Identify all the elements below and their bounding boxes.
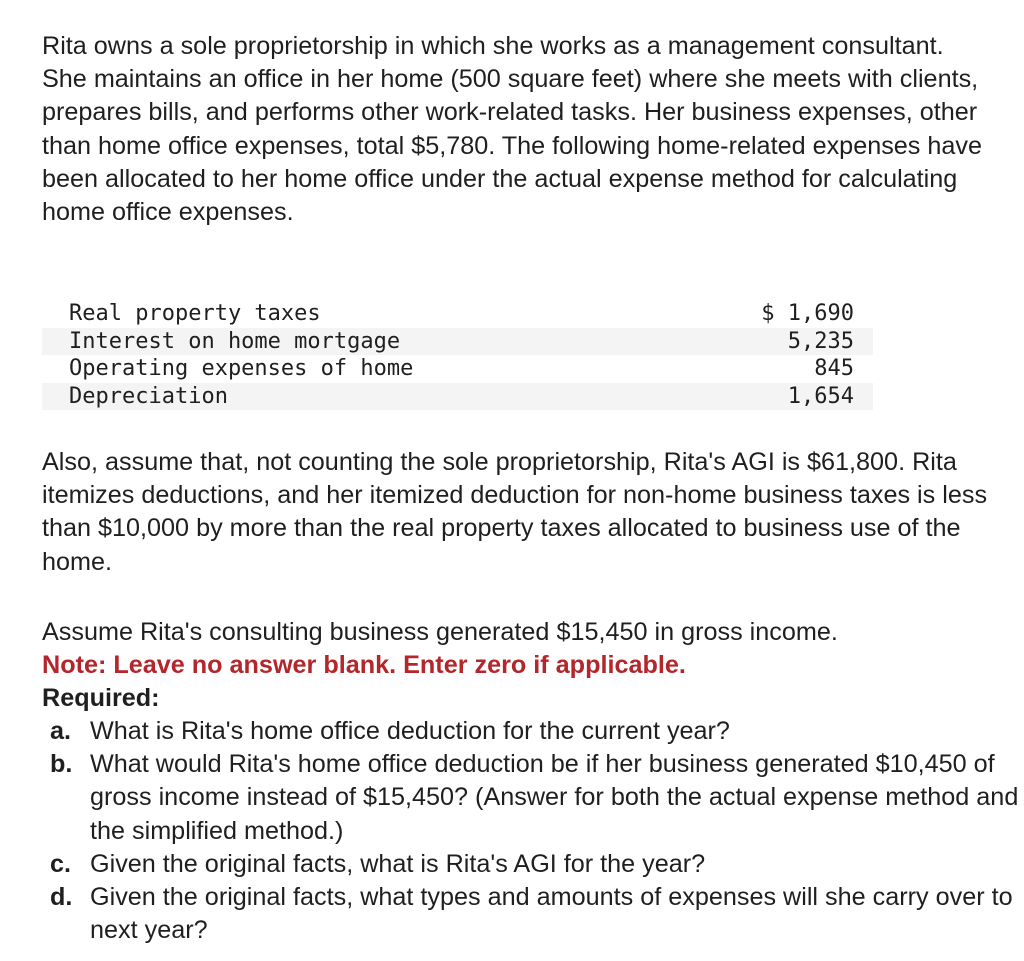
expense-amount: $ 1,690 (761, 301, 854, 326)
expense-amount: 845 (814, 356, 854, 381)
question-item (50, 748, 1024, 848)
expense-amount: 1,654 (681, 383, 873, 411)
expense-label: Real property taxes (69, 301, 321, 326)
question-item (50, 881, 1024, 947)
question-letter: d. (50, 883, 73, 912)
expense-label: Depreciation (42, 383, 681, 411)
question-list (50, 715, 1024, 947)
expense-table (42, 300, 873, 410)
expense-label: Interest on home mortgage (42, 328, 681, 356)
assumption-paragraph: Also, assume that, not counting the sole proprietorship, Rita's AGI is $61,800. Rita itemizes deductions, and her itemized deduction for non-home business taxes is less than $10,000 by more than the real property taxes allocated to business use of the home. (42, 448, 988, 576)
question-letter: a. (50, 717, 72, 745)
expense-row (42, 355, 873, 383)
expense-label: Operating expenses of home (69, 356, 414, 381)
note-line: Note: Leave no answer blank. Enter zero if applicable. (42, 651, 686, 680)
question-letter: c. (50, 849, 72, 878)
expense-amount: 5,235 (681, 328, 873, 356)
question-text: Given the original facts, what types and amounts of expenses will she carry over to next year? (90, 883, 1013, 945)
question-item (50, 715, 1024, 748)
question-item (50, 848, 1024, 881)
intro-paragraph: Rita owns a sole proprietorship in which she works as a management consultant. She maintains an office in her home (500 square feet) where she meets with clients, prepares bills, and performs other work-related tasks. Her business expenses, other than home office expenses, total $5,780. The following home-related expenses have been allocated to her home office under the actual expense method for calculating home office expenses. (42, 32, 983, 227)
expense-row (42, 383, 873, 411)
question-letter: b. (50, 750, 73, 779)
question-text: What is Rita's home office deduction for the current year? (90, 717, 730, 745)
instructions-block (42, 616, 994, 716)
required-heading: Required: (42, 684, 160, 713)
expense-row (42, 328, 873, 356)
expense-row (42, 300, 873, 328)
gross-income-line: Assume Rita's consulting business generated $15,450 in gross income. (42, 618, 838, 646)
question-text: What would Rita's home office deduction be if her business generated $10,450 of gross income instead of $15,450? (Answer for both the actual expense method and the simplified method.) (90, 750, 1019, 845)
question-text: Given the original facts, what is Rita's AGI for the year? (90, 849, 706, 878)
